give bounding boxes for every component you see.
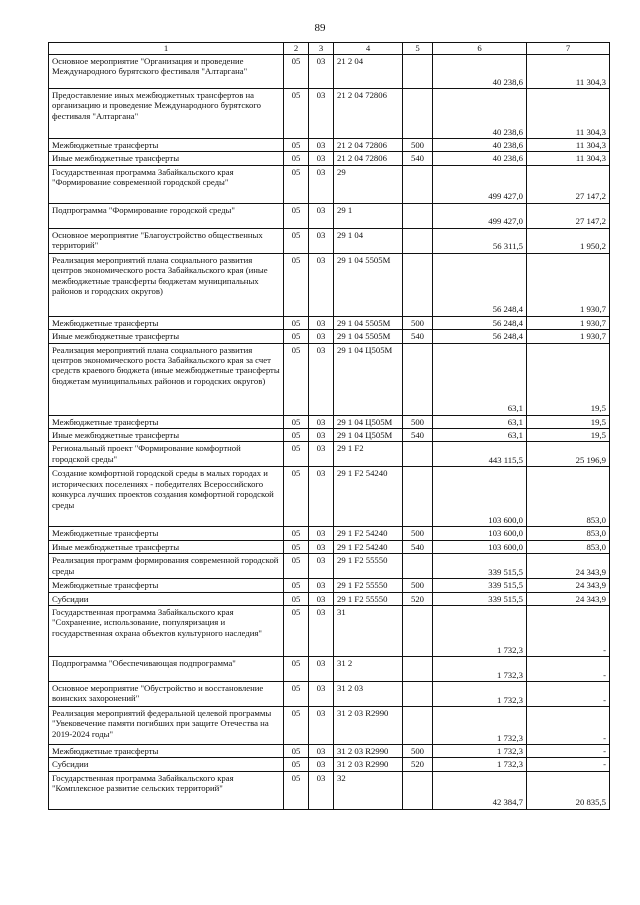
target-article-code: 29 1 04 5505M [334,253,403,316]
section-code: 05 [284,316,309,329]
amount-col6: 56 248,4 [433,316,527,329]
subsection-code: 03 [309,89,334,139]
target-article-code: 29 1 04 [334,228,403,253]
item-name: Основное мероприятие "Обустройство и восстановление воинских захоронений" [49,682,284,707]
amount-col7: 11 304,3 [527,139,610,152]
column-header: 5 [403,43,433,55]
target-article-code: 29 1 04 5505M [334,330,403,343]
table-header-row [49,43,610,55]
subsection-code: 03 [309,579,334,592]
target-article-code: 29 1 [334,203,403,228]
column-header: 2 [284,43,309,55]
section-code: 05 [284,139,309,152]
target-article-code: 29 1 04 5505M [334,316,403,329]
expense-type-code [403,442,433,467]
expense-type-code: 500 [403,745,433,758]
section-code: 05 [284,152,309,165]
target-article-code: 32 [334,771,403,809]
item-name: Предоставление иных межбюджетных трансфертов на организацию и проведение Международного бурятского фестиваля "Алтаргана" [49,89,284,139]
item-name: Региональный проект "Формирование комфортной городской среды" [49,442,284,467]
expense-type-code [403,203,433,228]
item-name: Реализация мероприятий плана социального развития центров экономического роста Забайкальского края за счет средств краевого бюджета (иные межбюджетные трансферты бюджетам муниципальных районов и городских округов) [49,343,284,415]
table-row [49,657,610,682]
section-code: 05 [284,527,309,540]
expense-type-code: 540 [403,152,433,165]
expense-type-code: 540 [403,330,433,343]
target-article-code: 29 1 04 Ц505M [334,429,403,442]
subsection-code: 03 [309,139,334,152]
amount-col6: 443 115,5 [433,442,527,467]
expense-type-code [403,771,433,809]
expense-type-code: 500 [403,316,433,329]
amount-col7: 11 304,3 [527,55,610,89]
subsection-code: 03 [309,758,334,771]
target-article-code: 29 1 F2 54240 [334,467,403,527]
amount-col7: 1 930,7 [527,316,610,329]
amount-col6: 339 515,5 [433,579,527,592]
amount-col6: 1 732,3 [433,606,527,657]
amount-col6: 42 384,7 [433,771,527,809]
expense-type-code: 520 [403,592,433,605]
table-row [49,540,610,553]
section-code: 05 [284,165,309,203]
amount-col7: 24 343,9 [527,592,610,605]
amount-col7: - [527,758,610,771]
expense-type-code: 500 [403,415,433,428]
subsection-code: 03 [309,771,334,809]
amount-col7: 853,0 [527,540,610,553]
table-row [49,707,610,745]
table-row [49,682,610,707]
expense-type-code [403,707,433,745]
table-row [49,415,610,428]
target-article-code: 31 2 03 R2990 [334,758,403,771]
amount-col6: 103 600,0 [433,540,527,553]
amount-col6: 40 238,6 [433,89,527,139]
amount-col7: - [527,745,610,758]
target-article-code: 29 1 04 Ц505M [334,415,403,428]
amount-col7: - [527,657,610,682]
expense-type-code: 540 [403,429,433,442]
section-code: 05 [284,429,309,442]
subsection-code: 03 [309,540,334,553]
column-header: 1 [49,43,284,55]
section-code: 05 [284,415,309,428]
section-code: 05 [284,579,309,592]
section-code: 05 [284,55,309,89]
subsection-code: 03 [309,415,334,428]
column-header: 3 [309,43,334,55]
table-row [49,554,610,579]
item-name: Межбюджетные трансферты [49,415,284,428]
section-code: 05 [284,253,309,316]
amount-col7: 27 147,2 [527,165,610,203]
item-name: Создание комфортной городской среды в малых городах и исторических поселениях - победителях Всероссийского конкурса лучших проектов создания комфортной городской среды [49,467,284,527]
section-code: 05 [284,707,309,745]
section-code: 05 [284,758,309,771]
subsection-code: 03 [309,55,334,89]
amount-col7: 27 147,2 [527,203,610,228]
amount-col7: 19,5 [527,415,610,428]
subsection-code: 03 [309,152,334,165]
amount-col7: 1 950,2 [527,228,610,253]
subsection-code: 03 [309,316,334,329]
item-name: Субсидии [49,758,284,771]
amount-col6: 63,1 [433,415,527,428]
expense-type-code: 500 [403,139,433,152]
subsection-code: 03 [309,527,334,540]
expense-type-code [403,89,433,139]
column-header: 6 [433,43,527,55]
table-row [49,89,610,139]
item-name: Государственная программа Забайкальского края "Сохранение, использование, популяризация и государственная охрана объектов культурного наследия" [49,606,284,657]
section-code: 05 [284,467,309,527]
table-row [49,139,610,152]
table-row [49,203,610,228]
item-name: Иные межбюджетные трансферты [49,540,284,553]
amount-col6: 40 238,6 [433,55,527,89]
section-code: 05 [284,657,309,682]
page-number: 89 [314,22,326,34]
budget-table [48,42,610,810]
amount-col6: 56 248,4 [433,330,527,343]
subsection-code: 03 [309,657,334,682]
target-article-code: 29 [334,165,403,203]
amount-col7: 11 304,3 [527,152,610,165]
expense-type-code [403,55,433,89]
item-name: Государственная программа Забайкальского края "Формирование современной городской среды" [49,165,284,203]
item-name: Иные межбюджетные трансферты [49,429,284,442]
amount-col7: 24 343,9 [527,554,610,579]
table-row [49,745,610,758]
amount-col6: 40 238,6 [433,152,527,165]
expense-type-code [403,253,433,316]
subsection-code: 03 [309,203,334,228]
item-name: Межбюджетные трансферты [49,579,284,592]
subsection-code: 03 [309,606,334,657]
target-article-code: 21 2 04 72806 [334,152,403,165]
expense-type-code [403,657,433,682]
amount-col7: 1 930,7 [527,253,610,316]
section-code: 05 [284,330,309,343]
amount-col6: 339 515,5 [433,592,527,605]
expense-type-code [403,554,433,579]
section-code: 05 [284,592,309,605]
table-row [49,343,610,415]
table-row [49,527,610,540]
amount-col6: 499 427,0 [433,203,527,228]
table-row [49,771,610,809]
table-row [49,228,610,253]
amount-col7: 19,5 [527,429,610,442]
table-row [49,606,610,657]
section-code: 05 [284,554,309,579]
section-code: 05 [284,442,309,467]
amount-col6: 339 515,5 [433,554,527,579]
section-code: 05 [284,606,309,657]
item-name: Иные межбюджетные трансферты [49,330,284,343]
subsection-code: 03 [309,343,334,415]
amount-col7: 20 835,5 [527,771,610,809]
amount-col7: 25 196,9 [527,442,610,467]
section-code: 05 [284,771,309,809]
expense-type-code [403,228,433,253]
table-row [49,758,610,771]
item-name: Межбюджетные трансферты [49,745,284,758]
amount-col6: 103 600,0 [433,467,527,527]
table-row [49,579,610,592]
expense-type-code: 520 [403,758,433,771]
target-article-code: 21 2 04 72806 [334,139,403,152]
expense-type-code: 540 [403,540,433,553]
item-name: Основное мероприятие "Организация и проведение Международного бурятского фестиваля "Алтаргана" [49,55,284,89]
target-article-code: 31 [334,606,403,657]
expense-type-code [403,682,433,707]
subsection-code: 03 [309,253,334,316]
expense-type-code [403,165,433,203]
target-article-code: 29 1 F2 54240 [334,540,403,553]
amount-col7: 853,0 [527,527,610,540]
item-name: Субсидии [49,592,284,605]
amount-col6: 499 427,0 [433,165,527,203]
expense-type-code [403,606,433,657]
amount-col7: 19,5 [527,343,610,415]
item-name: Государственная программа Забайкальского края "Комплексное развитие сельских территорий" [49,771,284,809]
target-article-code: 31 2 03 [334,682,403,707]
amount-col6: 1 732,3 [433,758,527,771]
table-row [49,316,610,329]
expense-type-code: 500 [403,579,433,592]
target-article-code: 29 1 F2 54240 [334,527,403,540]
expense-type-code [403,467,433,527]
item-name: Межбюджетные трансферты [49,316,284,329]
amount-col6: 56 311,5 [433,228,527,253]
amount-col7: - [527,682,610,707]
amount-col7: - [527,707,610,745]
subsection-code: 03 [309,429,334,442]
item-name: Подпрограмма "Обеспечивающая подпрограмма" [49,657,284,682]
target-article-code: 29 1 04 Ц505M [334,343,403,415]
amount-col6: 63,1 [433,429,527,442]
section-code: 05 [284,682,309,707]
table-row [49,330,610,343]
section-code: 05 [284,745,309,758]
subsection-code: 03 [309,682,334,707]
column-header: 4 [334,43,403,55]
amount-col7: 853,0 [527,467,610,527]
target-article-code: 21 2 04 72806 [334,89,403,139]
section-code: 05 [284,203,309,228]
subsection-code: 03 [309,165,334,203]
expense-type-code [403,343,433,415]
amount-col6: 1 732,3 [433,745,527,758]
table-row [49,253,610,316]
amount-col6: 56 248,4 [433,253,527,316]
amount-col7: 1 930,7 [527,330,610,343]
subsection-code: 03 [309,330,334,343]
item-name: Межбюджетные трансферты [49,527,284,540]
item-name: Реализация мероприятий федеральной целевой программы "Увековечение памяти погибших при защите Отечества на 2019-2024 годы" [49,707,284,745]
section-code: 05 [284,89,309,139]
amount-col6: 40 238,6 [433,139,527,152]
item-name: Иные межбюджетные трансферты [49,152,284,165]
expense-type-code: 500 [403,527,433,540]
subsection-code: 03 [309,707,334,745]
subsection-code: 03 [309,442,334,467]
amount-col7: 11 304,3 [527,89,610,139]
table-row [49,152,610,165]
target-article-code: 29 1 F2 [334,442,403,467]
target-article-code: 29 1 F2 55550 [334,592,403,605]
table-row [49,55,610,89]
table-row [49,442,610,467]
table-row [49,429,610,442]
subsection-code: 03 [309,554,334,579]
target-article-code: 21 2 04 [334,55,403,89]
amount-col6: 103 600,0 [433,527,527,540]
section-code: 05 [284,343,309,415]
item-name: Реализация программ формирования современной городской среды [49,554,284,579]
subsection-code: 03 [309,745,334,758]
amount-col7: 24 343,9 [527,579,610,592]
subsection-code: 03 [309,467,334,527]
amount-col6: 1 732,3 [433,657,527,682]
table-row [49,467,610,527]
amount-col7: - [527,606,610,657]
section-code: 05 [284,228,309,253]
subsection-code: 03 [309,592,334,605]
amount-col6: 1 732,3 [433,707,527,745]
amount-col6: 63,1 [433,343,527,415]
amount-col6: 1 732,3 [433,682,527,707]
target-article-code: 31 2 03 R2990 [334,707,403,745]
item-name: Подпрограмма "Формирование городской среды" [49,203,284,228]
table-body [49,55,610,810]
column-header: 7 [527,43,610,55]
item-name: Основное мероприятие "Благоустройство общественных территорий" [49,228,284,253]
table-row [49,592,610,605]
target-article-code: 29 1 F2 55550 [334,554,403,579]
item-name: Межбюджетные трансферты [49,139,284,152]
section-code: 05 [284,540,309,553]
subsection-code: 03 [309,228,334,253]
target-article-code: 31 2 [334,657,403,682]
item-name: Реализация мероприятий плана социального развития центров экономического роста Забайкальского края (иные межбюджетные трансферты бюджетам муниципальных районов и городских округов) [49,253,284,316]
target-article-code: 29 1 F2 55550 [334,579,403,592]
table-row [49,165,610,203]
target-article-code: 31 2 03 R2990 [334,745,403,758]
